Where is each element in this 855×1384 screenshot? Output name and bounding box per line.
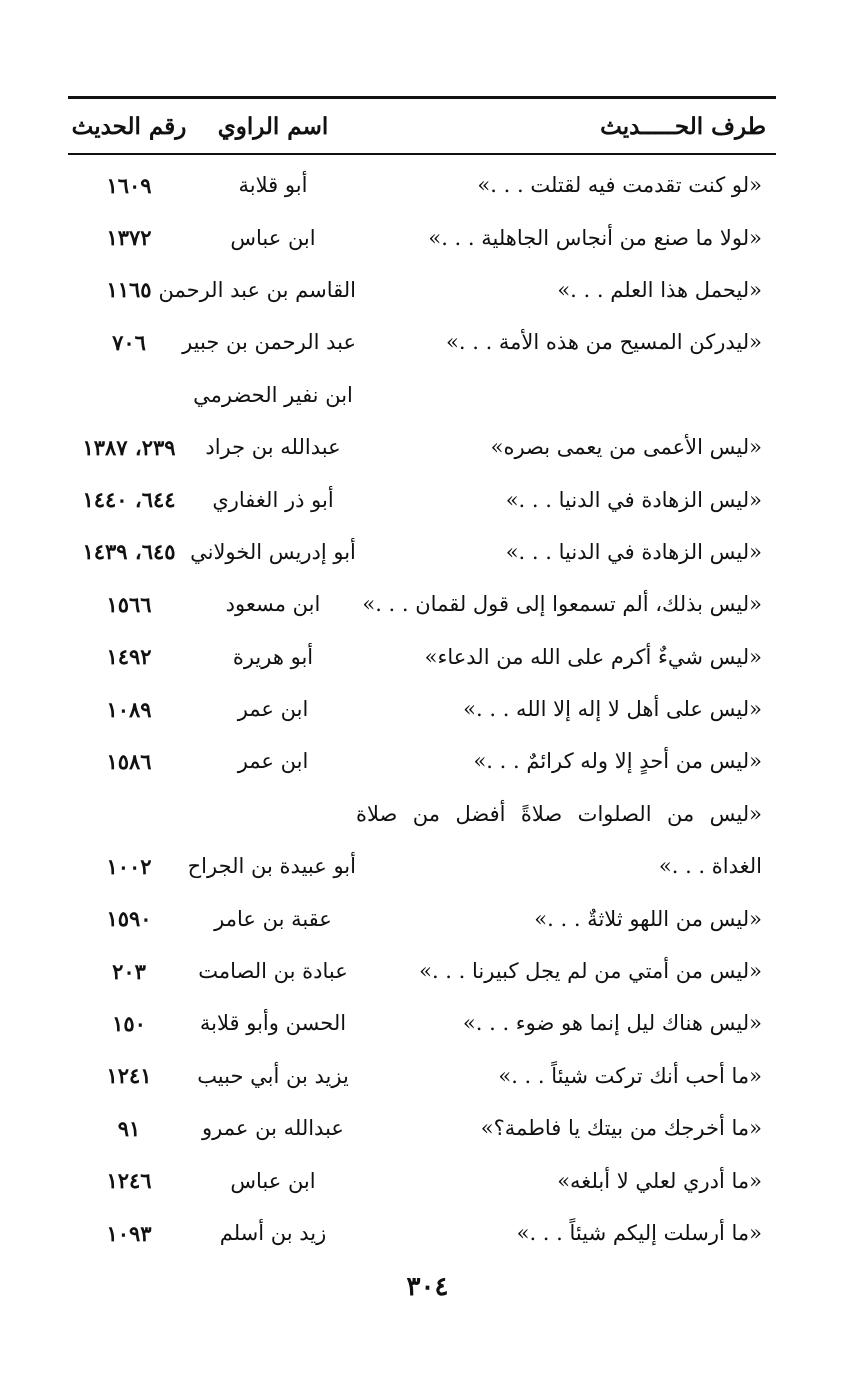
narrator-name: ابن مسعود [225,592,321,617]
table-row [68,473,776,525]
table-row [68,369,776,421]
hadith-text: «ليس من أحدٍ إلا وله كرائمٌ . . .» [473,749,762,774]
hadith-number: ١٦٠٩ [106,172,152,198]
narrator-name: عبدالله بن عمرو [202,1116,344,1141]
table-row [68,211,776,263]
narrator-name: أبو إدريس الخولاني [190,539,356,564]
table-header [68,99,776,153]
hadith-number: ١٣٧٢ [106,225,152,251]
narrator-name: الحسن وأبو قلابة [199,1011,347,1036]
hadith-number: ١٢٤١ [106,1063,152,1089]
hadith-text: «لو كنت تقدمت فيه لقتلت . . .» [477,173,762,198]
hadith-number: ١٠٩٣ [106,1220,152,1246]
table-row [68,997,776,1049]
narrator-name: ابن نفير الحضرمي [193,382,353,407]
hadith-number: ١٥٨٦ [106,748,152,774]
narrator-name: ابن عباس [230,225,316,250]
narrator-name: أبو عبيدة بن الجراح [187,854,356,879]
table-row [68,1050,776,1102]
header-narrator: اسم الراوي [217,112,329,140]
hadith-number: ٢٠٣ [112,958,146,984]
hadith-text: «ما أرسلت إليكم شيئاً . . .» [516,1221,762,1245]
table-row [68,264,776,316]
hadith-text: «ليس على أهل لا إله إلا الله . . .» [463,697,762,722]
hadith-number: ٦٤٥، ١٤٣٩ [82,539,176,565]
hadith-text: «ما أخرجك من بيتك يا فاطمة؟» [480,1116,762,1141]
hadith-number: ٦٤٤، ١٤٤٠ [82,487,176,513]
hadith-number: ٧٠٦ [112,329,146,355]
table-body [68,159,776,1259]
narrator-name: أبو ذر الغفاري [212,487,334,512]
hadith-text: «ليس الأعمى من يعمى بصره» [490,435,762,460]
narrator-name: ابن عمر [237,749,309,774]
narrator-name: أبو قلابة [238,173,308,198]
header-number: رقم الحديث [71,112,187,140]
narrator-name: زيد بن أسلم [219,1221,327,1245]
narrator-name: يزيد بن أبي حبيب [197,1063,349,1088]
index-table [68,96,776,1259]
narrator-name: ابن عباس [230,1168,316,1193]
table-row [68,526,776,578]
hadith-text: «ليس من الصلوات صلاةً أفضل من صلاة [356,801,762,826]
narrator-name: عبد الرحمن بن جبير [182,330,356,355]
table-row [68,578,776,630]
table-row [68,631,776,683]
table-row [68,159,776,211]
hadith-number: ١٥٦٦ [106,591,152,617]
narrator-name: عقبة بن عامر [214,906,332,931]
narrator-name: عبادة بن الصامت [198,959,348,984]
hadith-number: ٢٣٩، ١٣٨٧ [82,434,176,460]
hadith-text: «ليس شيءٌ أكرم على الله من الدعاء» [424,644,762,669]
table-row [68,840,776,892]
table-row [68,421,776,473]
narrator-name: القاسم بن عبد الرحمن [158,277,356,302]
hadith-text: «لولا ما صنع من أنجاس الجاهلية . . .» [428,225,762,250]
table-row [68,788,776,840]
hadith-text: «ليس الزهادة في الدنيا . . .» [505,487,762,512]
table-row [68,945,776,997]
hadith-text: «ليس الزهادة في الدنيا . . .» [505,539,762,564]
table-row [68,1154,776,1206]
hadith-number: ٩١ [117,1115,141,1141]
narrator-name: عبدالله بن جراد [205,435,341,460]
hadith-text: «ليدركن المسيح من هذه الأمة . . .» [446,330,762,355]
header-rule [68,153,776,155]
hadith-text: «ليس من اللهو ثلاثةٌ . . .» [534,906,762,931]
hadith-number: ١٠٨٩ [106,696,152,722]
table-row [68,1102,776,1154]
table-row [68,892,776,944]
header-hadith: طرف الحـــــديث [600,112,766,140]
narrator-name: أبو هريرة [232,644,314,669]
table-row [68,1207,776,1259]
hadith-text: «ليس من أمتي من لم يجل كبيرنا . . .» [419,959,762,984]
hadith-text: «ليس هناك ليل إنما هو ضوء . . .» [462,1011,762,1036]
table-row [68,683,776,735]
hadith-text: الغداة . . .» [658,854,762,879]
hadith-text: «ما أدري لعلي لا أبلغه» [557,1168,762,1193]
hadith-number: ١٢٤٦ [106,1168,152,1194]
hadith-number: ١٥٩٠ [106,906,152,932]
hadith-number: ١٤٩٢ [106,644,152,670]
table-row [68,735,776,787]
narrator-name: ابن عمر [237,697,309,722]
table-row [68,316,776,368]
hadith-text: «ليحمل هذا العلم . . .» [557,277,762,302]
hadith-text: «ما أحب أنك تركت شيئاً . . .» [498,1063,762,1088]
hadith-number: ١٥٠ [112,1010,146,1036]
hadith-number: ١١٦٥ [106,277,152,303]
hadith-text: «ليس بذلك، ألم تسمعوا إلى قول لقمان . . .» [362,592,762,617]
hadith-number: ١٠٠٢ [106,853,152,879]
page-number: ٣٠٤ [406,1272,449,1302]
